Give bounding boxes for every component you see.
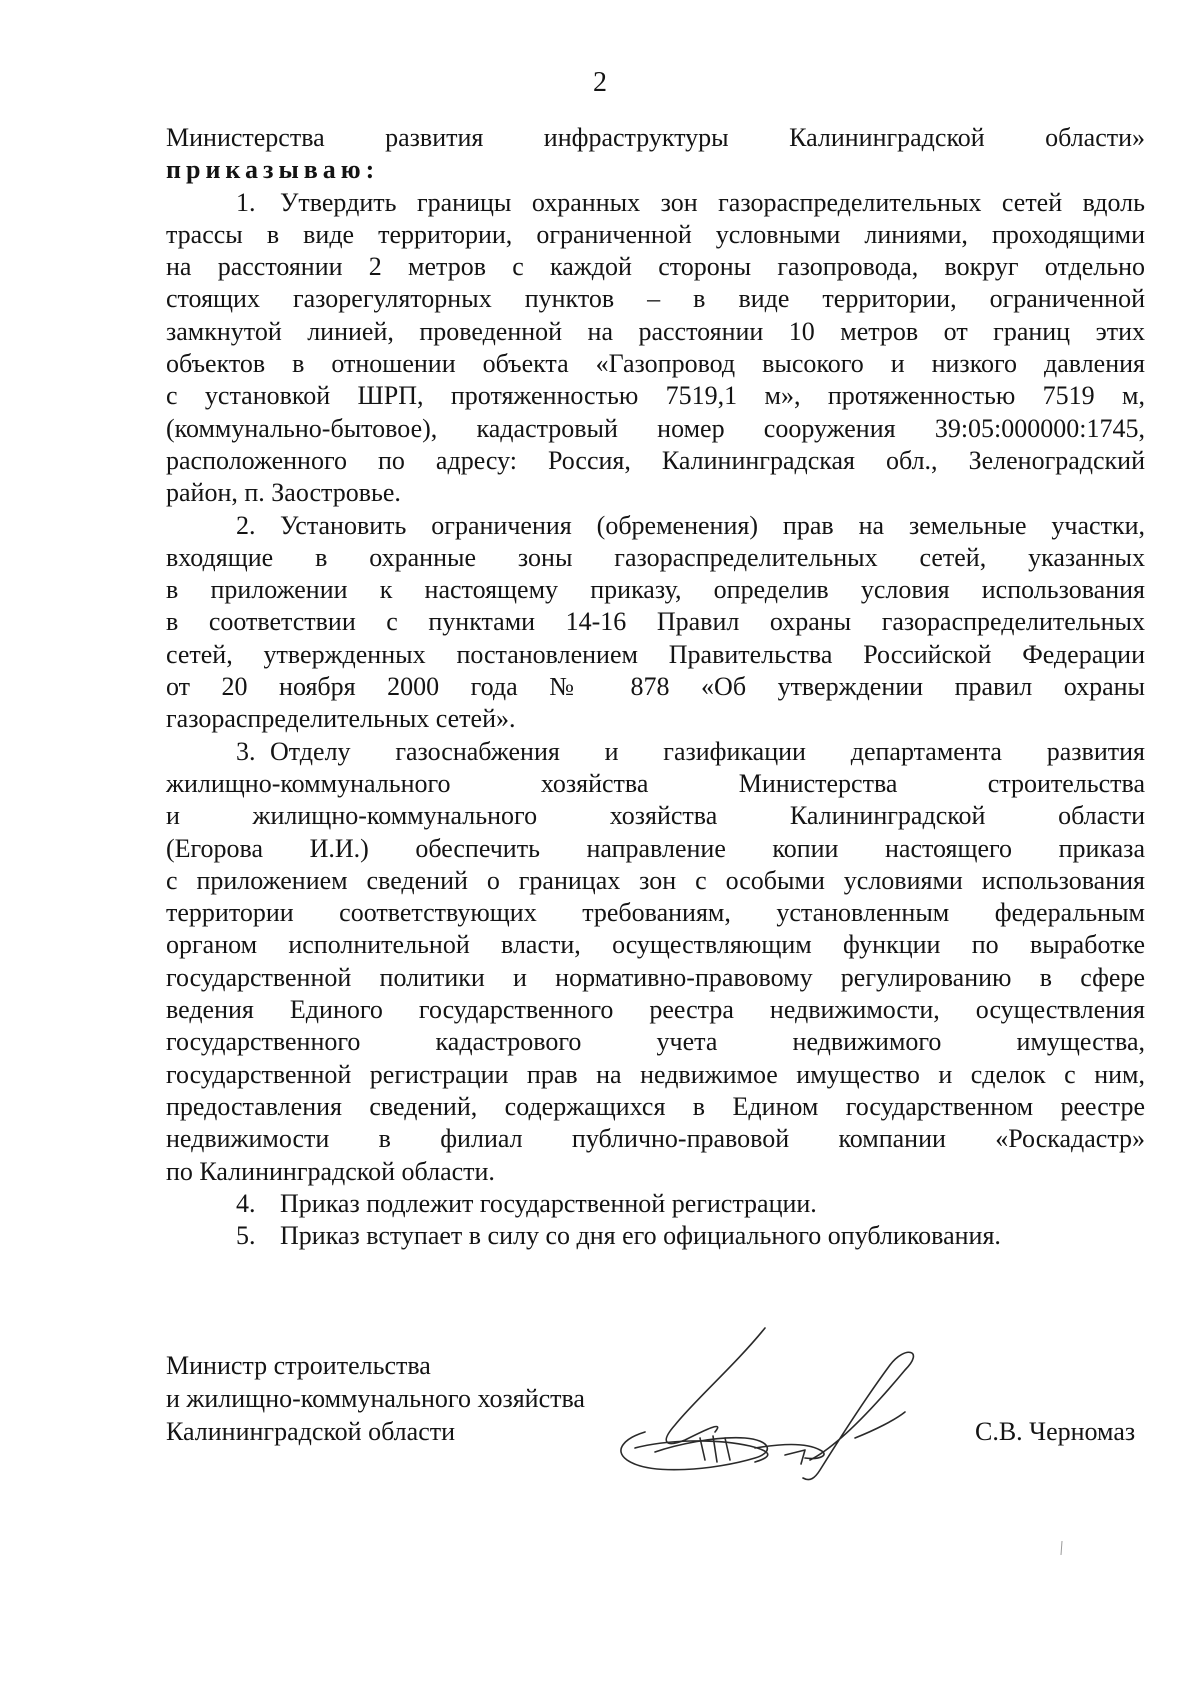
- header-word: области»: [1045, 123, 1146, 152]
- item-3-line: государственной регистрации прав на недвижимое имущество и сделок с ним,: [166, 1059, 1145, 1089]
- item-2-first-line: 2. Установить ограничения (обременения) прав на земельные участки,: [166, 510, 1145, 542]
- item-2-line: от 20 ноября 2000 года № 878 «Об утверждении правил охраны: [166, 672, 1145, 702]
- item-2-line: входящие в охранные зоны газораспределительных сетей, указанных: [166, 542, 1145, 572]
- header-word: развития: [385, 123, 484, 152]
- item-1-line: стоящих газорегуляторных пунктов – в виде территории, ограниченной: [166, 284, 1145, 314]
- page-number: 2: [593, 67, 607, 98]
- item-5-number: 5.: [236, 1221, 256, 1251]
- signer-name: С.В. Черномаз: [975, 1417, 1136, 1446]
- header-continuation: [166, 122, 1145, 154]
- signature-stroke: [666, 1328, 765, 1444]
- item-3-line: государственной политики и нормативно-правовому регулированию в сфере: [166, 962, 1145, 992]
- item-4: 4. Приказ подлежит государственной регистрации.: [166, 1188, 1145, 1220]
- item-1-line: трассы в виде территории, ограниченной условными линиями, проходящими: [166, 219, 1145, 249]
- item-3-line: с приложением сведений о границах зон с особыми условиями использования: [166, 865, 1145, 895]
- document-body: [166, 122, 1145, 1252]
- item-1-first-line: 1. Утвердить границы охранных зон газораспределительных сетей вдоль: [166, 187, 1145, 219]
- item-1-line: расположенного по адресу: Россия, Калининградская обл., Зеленоградский: [166, 445, 1145, 475]
- order-word: приказываю:: [166, 155, 380, 185]
- header-word: Министерства: [166, 123, 325, 152]
- item-1-line: на расстоянии 2 метров с каждой стороны газопровода, вокруг отдельно: [166, 252, 1145, 282]
- item-3-line: ведения Единого государственного реестра недвижимости, осуществления: [166, 995, 1145, 1025]
- item-3-line: недвижимости в филиал публично-правовой компании «Роскадастр»: [166, 1124, 1145, 1154]
- item-1-line: (коммунально-бытовое), кадастровый номер сооружения 39:05:000000:1745,: [166, 413, 1145, 443]
- item-5: 5. Приказ вступает в силу со дня его официального опубликования.: [166, 1220, 1145, 1252]
- item-1-last-line: район, п. Заостровье.: [166, 478, 401, 508]
- handwritten-signature: [605, 1320, 965, 1490]
- signature-stroke: [803, 1352, 913, 1479]
- item-3-number: 3.: [236, 736, 256, 766]
- item-3-line: государственного кадастрового учета недвижимого имущества,: [166, 1027, 1145, 1057]
- item-1-line: с установкой ШРП, протяженностью 7519,1 м», протяженностью 7519 м,: [166, 381, 1145, 411]
- item-3-line: органом исполнительной власти, осуществляющим функции по выработке: [166, 930, 1145, 960]
- item-2-line: в приложении к настоящему приказу, определив условия использования: [166, 575, 1145, 605]
- item-2-last-line: газораспределительных сетей».: [166, 704, 516, 734]
- header-word: инфраструктуры: [543, 123, 729, 152]
- signature-stroke: [785, 1450, 805, 1464]
- item-3-line: предоставления сведений, содержащихся в Едином государственном реестре: [166, 1091, 1145, 1121]
- item-3-line: жилищно-коммунального хозяйства Министерства строительства: [166, 768, 1145, 798]
- signer-title: [166, 1349, 585, 1448]
- item-2-line: в соответствии с пунктами 14-16 Правил охраны газораспределительных: [166, 607, 1145, 637]
- signer-title-line: и жилищно-коммунального хозяйства: [166, 1384, 585, 1413]
- item-1-line: замкнутой линией, проведенной на расстоянии 10 метров от границ этих: [166, 316, 1145, 346]
- item-1-line: объектов в отношении объекта «Газопровод высокого и низкого давления: [166, 349, 1145, 379]
- item-1-number: 1.: [236, 187, 256, 217]
- item-3-line: и жилищно-коммунального хозяйства Калининградской области: [166, 801, 1145, 831]
- item-3-first-line: 3. Отделу газоснабжения и газификации департамента развития: [166, 736, 1145, 768]
- scan-speck: [1058, 1540, 1066, 1556]
- signer-title-line: Калининградской области: [166, 1417, 456, 1446]
- item-3-last-line: по Калининградской области.: [166, 1156, 495, 1186]
- item-2-number: 2.: [236, 510, 256, 540]
- item-3-line: территории соответствующих требованиям, установленным федеральным: [166, 898, 1145, 928]
- item-2-line: сетей, утвержденных постановлением Правительства Российской Федерации: [166, 639, 1145, 669]
- item-3-line: (Егорова И.И.) обеспечить направление копии настоящего приказа: [166, 833, 1145, 863]
- signer-title-line: Министр строительства: [166, 1351, 431, 1380]
- header-word: Калининградской: [789, 123, 985, 152]
- item-4-number: 4.: [236, 1188, 256, 1218]
- signature-stroke: [855, 1412, 905, 1438]
- signature-stroke: [621, 1432, 767, 1470]
